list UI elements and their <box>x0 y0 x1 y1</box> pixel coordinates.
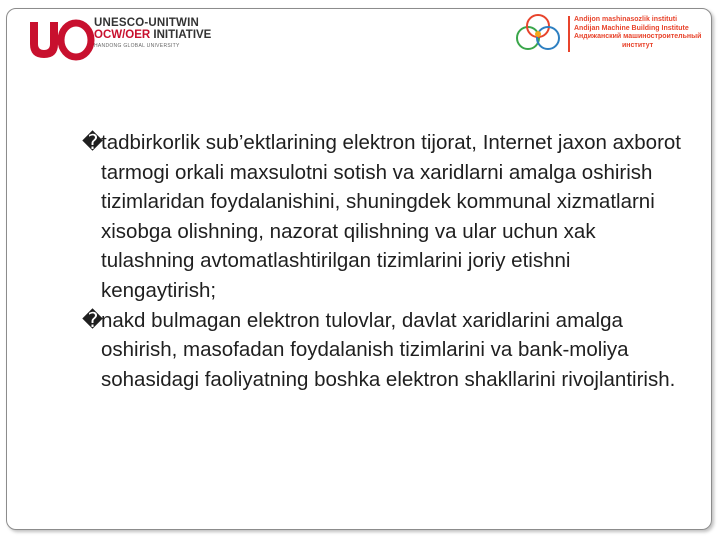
logo-line-unesco: UNESCO-UNITWIN <box>94 17 200 29</box>
bullet-text: tadbirkorlik sub’ektlarining elektron tijorat, Internet jaxon axborot tarmogi orkali maxsulotni sotish va xaridlarni amalga oshirish tizimlaridan foydalanishini, shuningdek kommunal xizmatlarni xisobga olishning, nazorat qilishning va ular uchun xak tulashning avtomatlashtirilgan tizimlarini joriy etishni kengaytirish; <box>101 131 681 302</box>
bullet-icon: � <box>82 308 104 332</box>
logo-line-handong: HANDONG GLOBAL UNIVERSITY <box>94 43 180 49</box>
institute-name-ru-2: институт <box>622 41 654 49</box>
logo-initiative: INITIATIVE <box>150 29 212 41</box>
logo-line-ocw <box>94 29 211 42</box>
bullet-icon: � <box>82 131 104 154</box>
andijan-institute-logo <box>512 14 702 62</box>
institute-name-ru: Андижанский машиностроительный <box>574 33 702 40</box>
slide-body <box>82 128 682 394</box>
institute-divider <box>568 16 570 52</box>
institute-name-en: Andijan Machine Building Institute <box>574 24 689 32</box>
unesco-unitwin-logo <box>26 14 226 62</box>
institute-name-uz: Andijon mashinasozlik instituti <box>574 16 678 23</box>
bullet-text: nakd bulmagan elektron tulovlar, davlat xaridlarini amalga oshirish, masofadan foydalanish tizimlarini va bank-moliya sohasidagi faoliyatning boshka elektron shakllarini rivojlantirish. <box>101 308 676 391</box>
bullet-item <box>82 306 682 395</box>
institute-emblem-icon <box>512 14 564 54</box>
logo-ocw-oer: OCW/OER <box>94 29 151 41</box>
bullet-item <box>82 128 682 306</box>
